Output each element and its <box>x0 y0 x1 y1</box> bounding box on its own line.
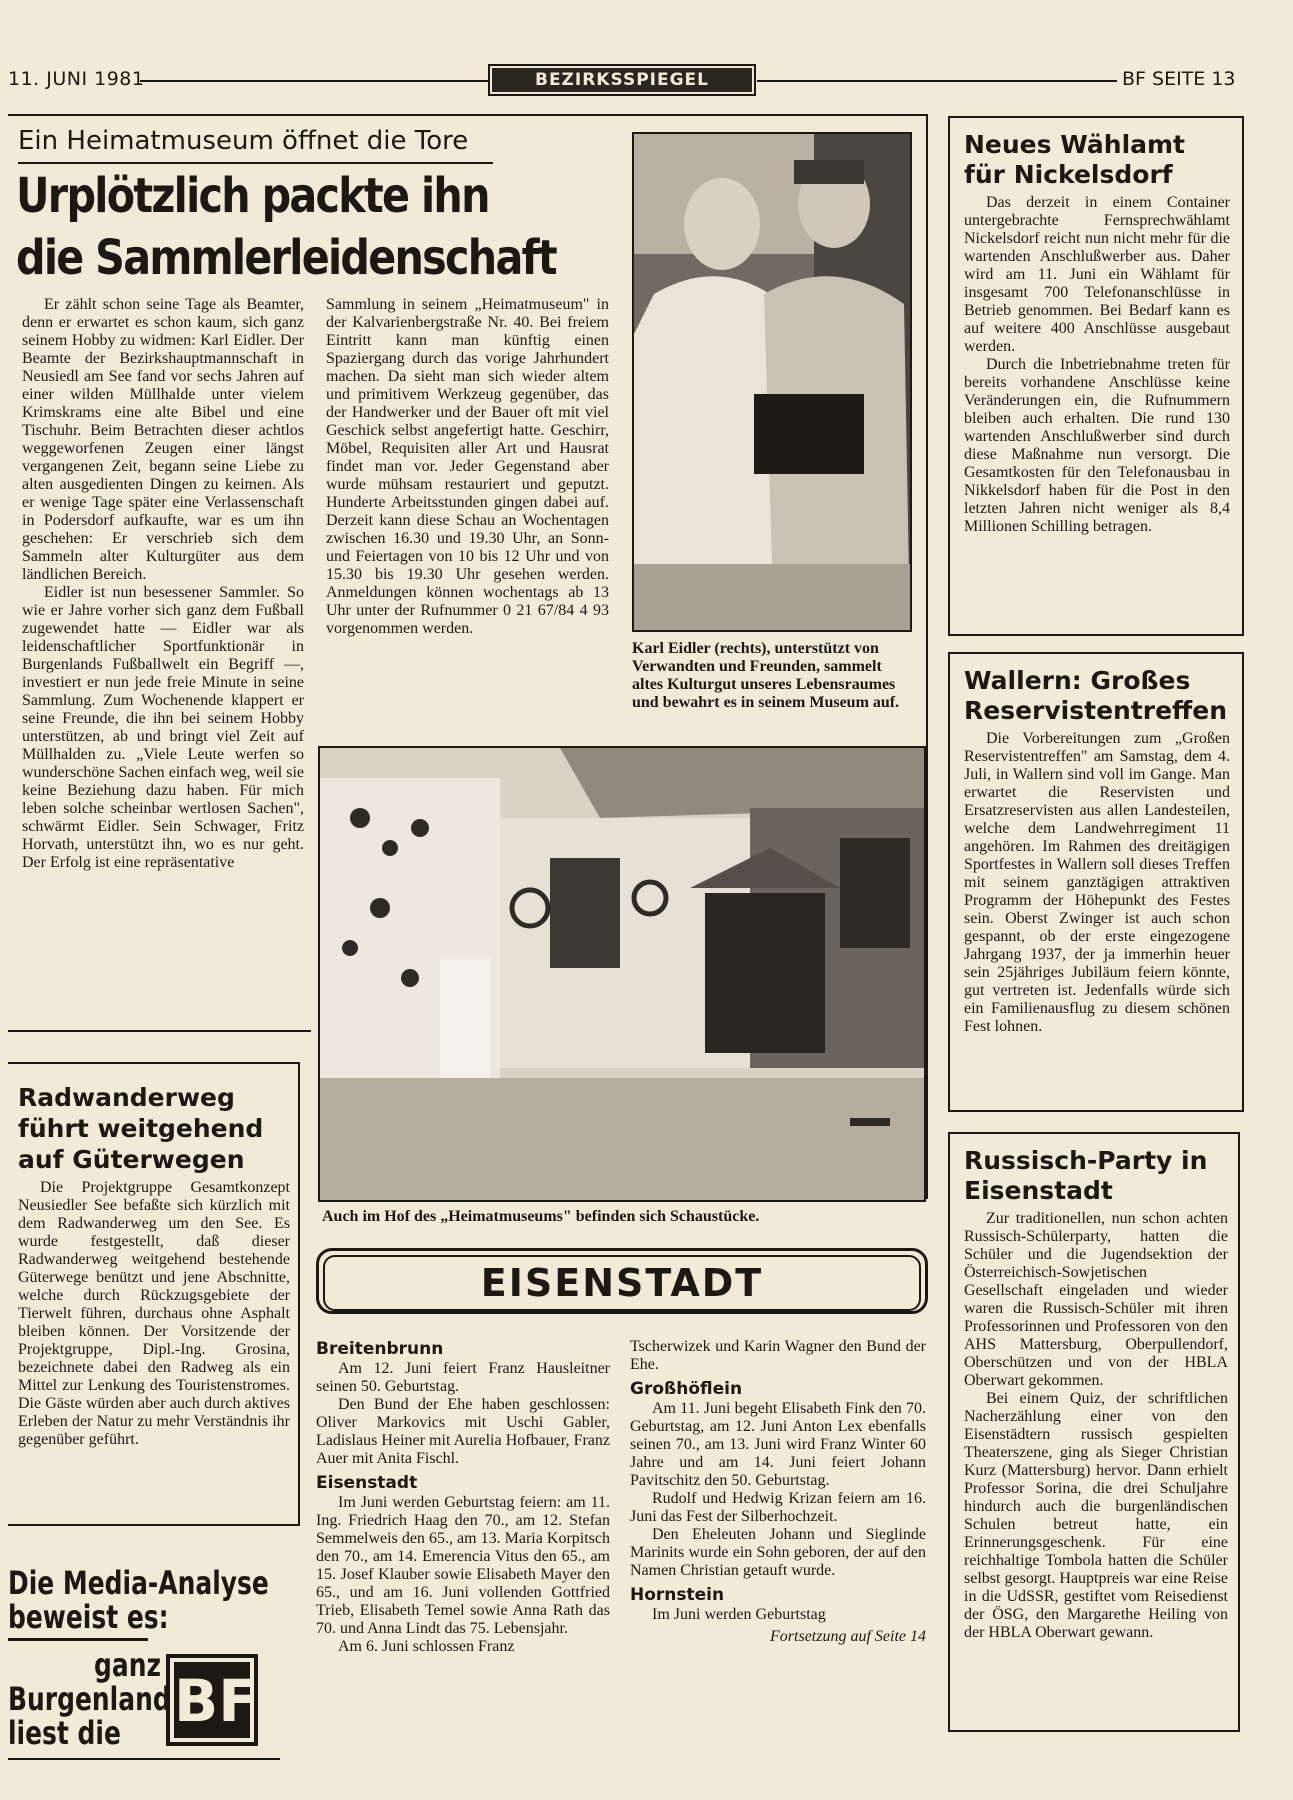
photo-courtyard-image <box>320 748 924 1200</box>
main-col-2 <box>326 296 609 638</box>
kicker-rule <box>18 162 493 164</box>
radweg-text <box>18 1179 290 1449</box>
main-col-2-paragraph: Sammlung in seinem „Heimatmuseum" in der Kalvarienbergstraße Nr. 40. Bei freiem Eintritt kann man künftig einen Spaziergang durch das vorige Jahrhundert machen. Da sieht man sich wieder altem und primitivem Werkzeug gegenüber, das der Handwerker und der Bauer oft mit viel Geschick selbst angefertigt hatte. Geschirr, Möbel, Requisiten aller Art und Hausrat findet man vor. Jeder Gegenstand aber wurde mühsam restauriert und geputzt. Hunderte Arbeitsstunden gingen dabei auf. Derzeit kann diese Schau an Wochentagen zwischen 16.30 und 19.30 Uhr, an Sonn- und Feiertagen von 10 bis 12 Uhr und von 15.30 bis 19.30 Uhr gesehen werden. Anmeldungen können wochentags ab 13 Uhr unter der Rufnummer 0 21 67/84 4 93 vorgenommen werden. <box>326 296 609 637</box>
radweg-paragraph: Die Projektgruppe Gesamtkonzept Neusiedler See befaßte sich kürzlich mit dem Radwanderweg um den See. Es wurde festgestellt, daß dieser Radwanderweg weitgehend bestehende Güterwege benützt und jene Abschnitte, welche durch Rückzugsgebiete der Tierwelt führen, durchaus ohne Asphalt bleiben können. Der Vorsitzende der Projektgruppe, Dipl.-Ing. Grosina, bezeichnete dabei den Radweg als ein Mittel zur Lenkung des Touristenstromes. Die Gäste würden aber auch durch aktives Erleben der Natur zu mehr Verständnis ihr gegenüber geführt. <box>18 1179 290 1448</box>
wallern-text <box>964 730 1230 1036</box>
ad-logo-text: BF <box>174 1662 250 1738</box>
header-rule-right <box>757 80 1117 82</box>
col1-bottom-rule <box>8 1030 311 1032</box>
ad-line-4: Burgenland <box>8 1680 171 1718</box>
hornstein-head: Hornstein <box>630 1585 725 1605</box>
main-col-1 <box>22 296 304 872</box>
russisch-box <box>948 1132 1240 1732</box>
header-rule-left <box>140 80 490 82</box>
main-article-frame-right <box>926 114 928 1199</box>
main-col-1-paragraph: Er zählt schon seine Tage als Beamter, denn er erwartet es schon kaum, sich ganz seinem Hobby zu widmen: Karl Eidler. Der Beamte der Bezirkshauptmannschaft in Neusiedl am See fand vor sechs Jahren auf einer wilden Müllhalde unter vielem Krimskrams eine alte Bibel und eine Tischuhr. Beim Betrachten dieser achtlos weggeworfenen Zeugen einer längst vergangenen Zeit, begann seine Liebe zu alten ausgedienten Dingen zu keimen. Als er wenige Tage später eine Verlassenschaft in Podersdorf aufkaufte, war es um ihn geschehen: Er verschrieb sich dem Sammeln alter Kulturgüter aus dem ländlichen Bereich. <box>22 296 304 583</box>
nickelsdorf-paragraph: Das derzeit in einem Container untergebrachte Fernsprechwählamt Nickelsdorf reicht nun nicht mehr für die wartenden Anschlußwerber aus. Daher wird am 11. Juni ein Wählamt für insgesamt 700 Telefonanschlüsse in Betrieb genommen. Bei Bedarf kann es auf weitere 400 Anschlüsse ausgebaut werden. <box>964 194 1230 355</box>
radweg-title: Radwanderweg führt weitgehend auf Güterwegen <box>18 1083 264 1174</box>
wallern-title: Wallern: Großes Reservistentreffen <box>964 666 1228 725</box>
main-article-frame-top <box>8 114 928 116</box>
grosshoeflein-paragraph: Rudolf und Hedwig Krizan feiern am 16. Juni das Fest der Silberhochzeit. <box>630 1490 926 1525</box>
photo-karl-eidler-image <box>634 134 910 630</box>
nickelsdorf-paragraph: Durch die Inbetriebnahme treten für bereits vorhandene Anschlüsse keine Veränderungen ein, die Rufnummern bleiben auch erhalten. Die rund 130 wartenden Anschlußwerber sind durch diese Maßnahme nun versorgt. Die Gesamtkosten für den Telefonausbau in Nikkelsdorf haben für die Post in den letzten Jahren nicht weniger als 8,4 Millionen Schilling betragen. <box>964 356 1230 535</box>
ad-line-1: Die Media-Analyse <box>8 1564 269 1602</box>
main-kicker: Ein Heimatmuseum öffnet die Tore <box>18 126 469 156</box>
breitenbrunn-paragraph: Den Bund der Ehe haben geschlossen: Oliver Markovics mit Uschi Gabler, Ladislaus Heiner mit Aurelia Hofbauer, Franz Auer mit Anita Fischl. <box>316 1396 610 1467</box>
eisenstadt-col-2 <box>630 1338 926 1646</box>
russisch-paragraph: Zur traditionellen, nun schon achten Russisch-Schülerparty, hatten die Schüler und die Jugendsektion der Österreichisch-Sowjetischen Gesellschaft eingeladen und wieder waren die Russisch-Schüler mit ihren Professorinnen und Professoren von den AHS Mattersburg, Oberpullendorf, Oberschützen und von der HBLA Oberwart gekommen. <box>964 1210 1228 1389</box>
header-page: BF SEITE 13 <box>1122 68 1236 90</box>
main-col-1-paragraph: Eidler ist nun besessener Sammler. So wie er Jahre vorher sich ganz dem Fußball zugewendet hatte — Eidler war als leidenschaftlicher Sportfunktionär in Burgenlands Fußballwelt ein Begriff —, investiert er nun jede freie Minute in seine Sammlung. Zum Wochenende klappert er seine Freunde, die ihn bei seinem Hobby unterstützen, ab und bringt viel Zeit auf Müllhalden zu. „Viele Leute werfen so wunderschöne Sachen einfach weg, weil sie keine Beziehung dazu haben. Für mich leben solche scheinbar wertlosen Sachen", schwärmt Eidler. Sein Schwager, Fritz Horvath, unterstützt ihn, wo es nur geht. Der Erfolg ist eine repräsentative <box>22 584 304 871</box>
russisch-text <box>964 1210 1228 1642</box>
continued-note: Fortsetzung auf Seite 14 <box>770 1628 926 1645</box>
section-banner <box>488 64 756 96</box>
ad-line-5: liest die <box>8 1714 121 1752</box>
eisenstadt-head: Eisenstadt <box>316 1473 418 1493</box>
main-headline-2: die Sammlerleidenschaft <box>16 230 556 286</box>
eisenstadt-banner-label: EISENSTADT <box>323 1255 921 1311</box>
russisch-title: Russisch-Party in Eisenstadt <box>964 1146 1208 1205</box>
photo-heimatmuseum-courtyard <box>318 746 926 1202</box>
grosshoeflein-paragraph: Am 11. Juni begeht Elisabeth Fink den 70. Geburtstag, am 12. Juni Anton Lex ebenfalls seinen 70., am 13. Juni wird Franz Winter 60 Jahre und am 14. Juni feiert Johann Pavitschitz den 50. Geburtstag. <box>630 1400 926 1489</box>
ad-line-3: ganz <box>94 1646 162 1684</box>
caption-photo-1: Karl Eidler (rechts), unterstützt von Verwandten und Freunden, sammelt altes Kulturgut unseres Lebensraumes und bewahrt es in seinem Museum auf. <box>632 640 900 711</box>
ad-bottom-rule <box>8 1758 280 1760</box>
eisenstadt-col-1 <box>316 1334 610 1656</box>
ad-logo <box>166 1654 258 1746</box>
nickelsdorf-title: Neues Wählamt für Nickelsdorf <box>964 130 1186 189</box>
eisenstadt-paragraph: Im Juni werden Geburtstag feiern: am 11. Ing. Friedrich Haag den 70., am 12. Stefan Semmelweis den 65., am 13. Maria Korpitsch den 70., am 14. Emerencia Vitus den 65., am 15. Josef Klauber sowie Elisabeth Mayer den 65., und am 16. Juni vollenden Gottfried Trieb, Elisabeth Temel sowie Anna Rath das 70. und Anna Lindt das 75. Lebensjahr. <box>316 1494 610 1637</box>
ad-line-2: beweist es: <box>8 1598 169 1636</box>
grosshoeflein-head: Großhöflein <box>630 1379 743 1399</box>
nickelsdorf-text <box>964 194 1230 536</box>
media-analyse-ad <box>8 1560 280 1770</box>
eisenstadt-paragraph: Am 6. Juni schlossen Franz <box>338 1638 515 1655</box>
ad-underline <box>8 1638 148 1641</box>
hornstein-paragraph: Im Juni werden Geburtstag <box>652 1606 826 1623</box>
nickelsdorf-box <box>948 116 1244 636</box>
eisenstadt-col-2-start: Tscherwizek und Karin Wagner den Bund der Ehe. <box>630 1338 926 1373</box>
russisch-paragraph: Bei einem Quiz, der schriftlichen Nacherzählung einer von den Eisenstädtern russisch gespielten Theaterszene, ging als Sieger Christian Kurz (Mattersburg) hervor. Dann erhielt Professor Sorina, die drei Schuljahre hindurch auch die burgenländischen Schulen betreut hatte, ein Erinnerungsgeschenk. Für eine reichhaltige Tombola hatten die Schüler selbst gesorgt. Hauptpreis war eine Reise in die UdSSR, gestiftet vom Reisedienst der ÖSG, den Margarethe Heiling von der HBLA Oberwart gewann. <box>964 1390 1228 1641</box>
breitenbrunn-paragraph: Am 12. Juni feiert Franz Hausleitner seinen 50. Geburtstag. <box>316 1360 610 1395</box>
radweg-box <box>8 1062 300 1526</box>
photo-karl-eidler <box>632 132 912 632</box>
main-headline-1: Urplötzlich packte ihn <box>16 168 489 224</box>
breitenbrunn-head: Breitenbrunn <box>316 1339 444 1359</box>
wallern-box <box>948 652 1244 1112</box>
section-banner-label: BEZIRKSSPIEGEL <box>492 68 752 92</box>
grosshoeflein-paragraph: Den Eheleuten Johann und Sieglinde Marinits wurde ein Sohn geboren, der auf den Namen Christian getauft wurde. <box>630 1526 926 1579</box>
caption-photo-2: Auch im Hof des „Heimatmuseums" befinden sich Schaustücke. <box>322 1208 760 1225</box>
wallern-paragraph: Die Vorbereitungen zum „Großen Reservistentreffen" am Samstag, dem 4. Juli, in Wallern sind voll im Gange. Man erwartet die Reservisten und Ersatzreservisten aus allen Landesteilen, welche dem Landwehrregiment 11 angehören. Im Rahmen des dreitägigen Sportfestes in Wallern soll dieses Treffen mit seinem ganztägigen attraktiven Programm der Höhepunkt des Festes sein. Oberst Zwinger ist auch schon gespannt, ob der erste eingezogene Jahrgang 1937, der ja immerhin heuer sein 25jähriges Jubiläum feiern könnte, gut vertreten ist. Jedenfalls würde sich ein Familienausflug zu diesem schönen Fest lohnen. <box>964 730 1230 1035</box>
eisenstadt-banner <box>316 1248 928 1314</box>
header-date: 11. JUNI 1981 <box>8 68 145 90</box>
